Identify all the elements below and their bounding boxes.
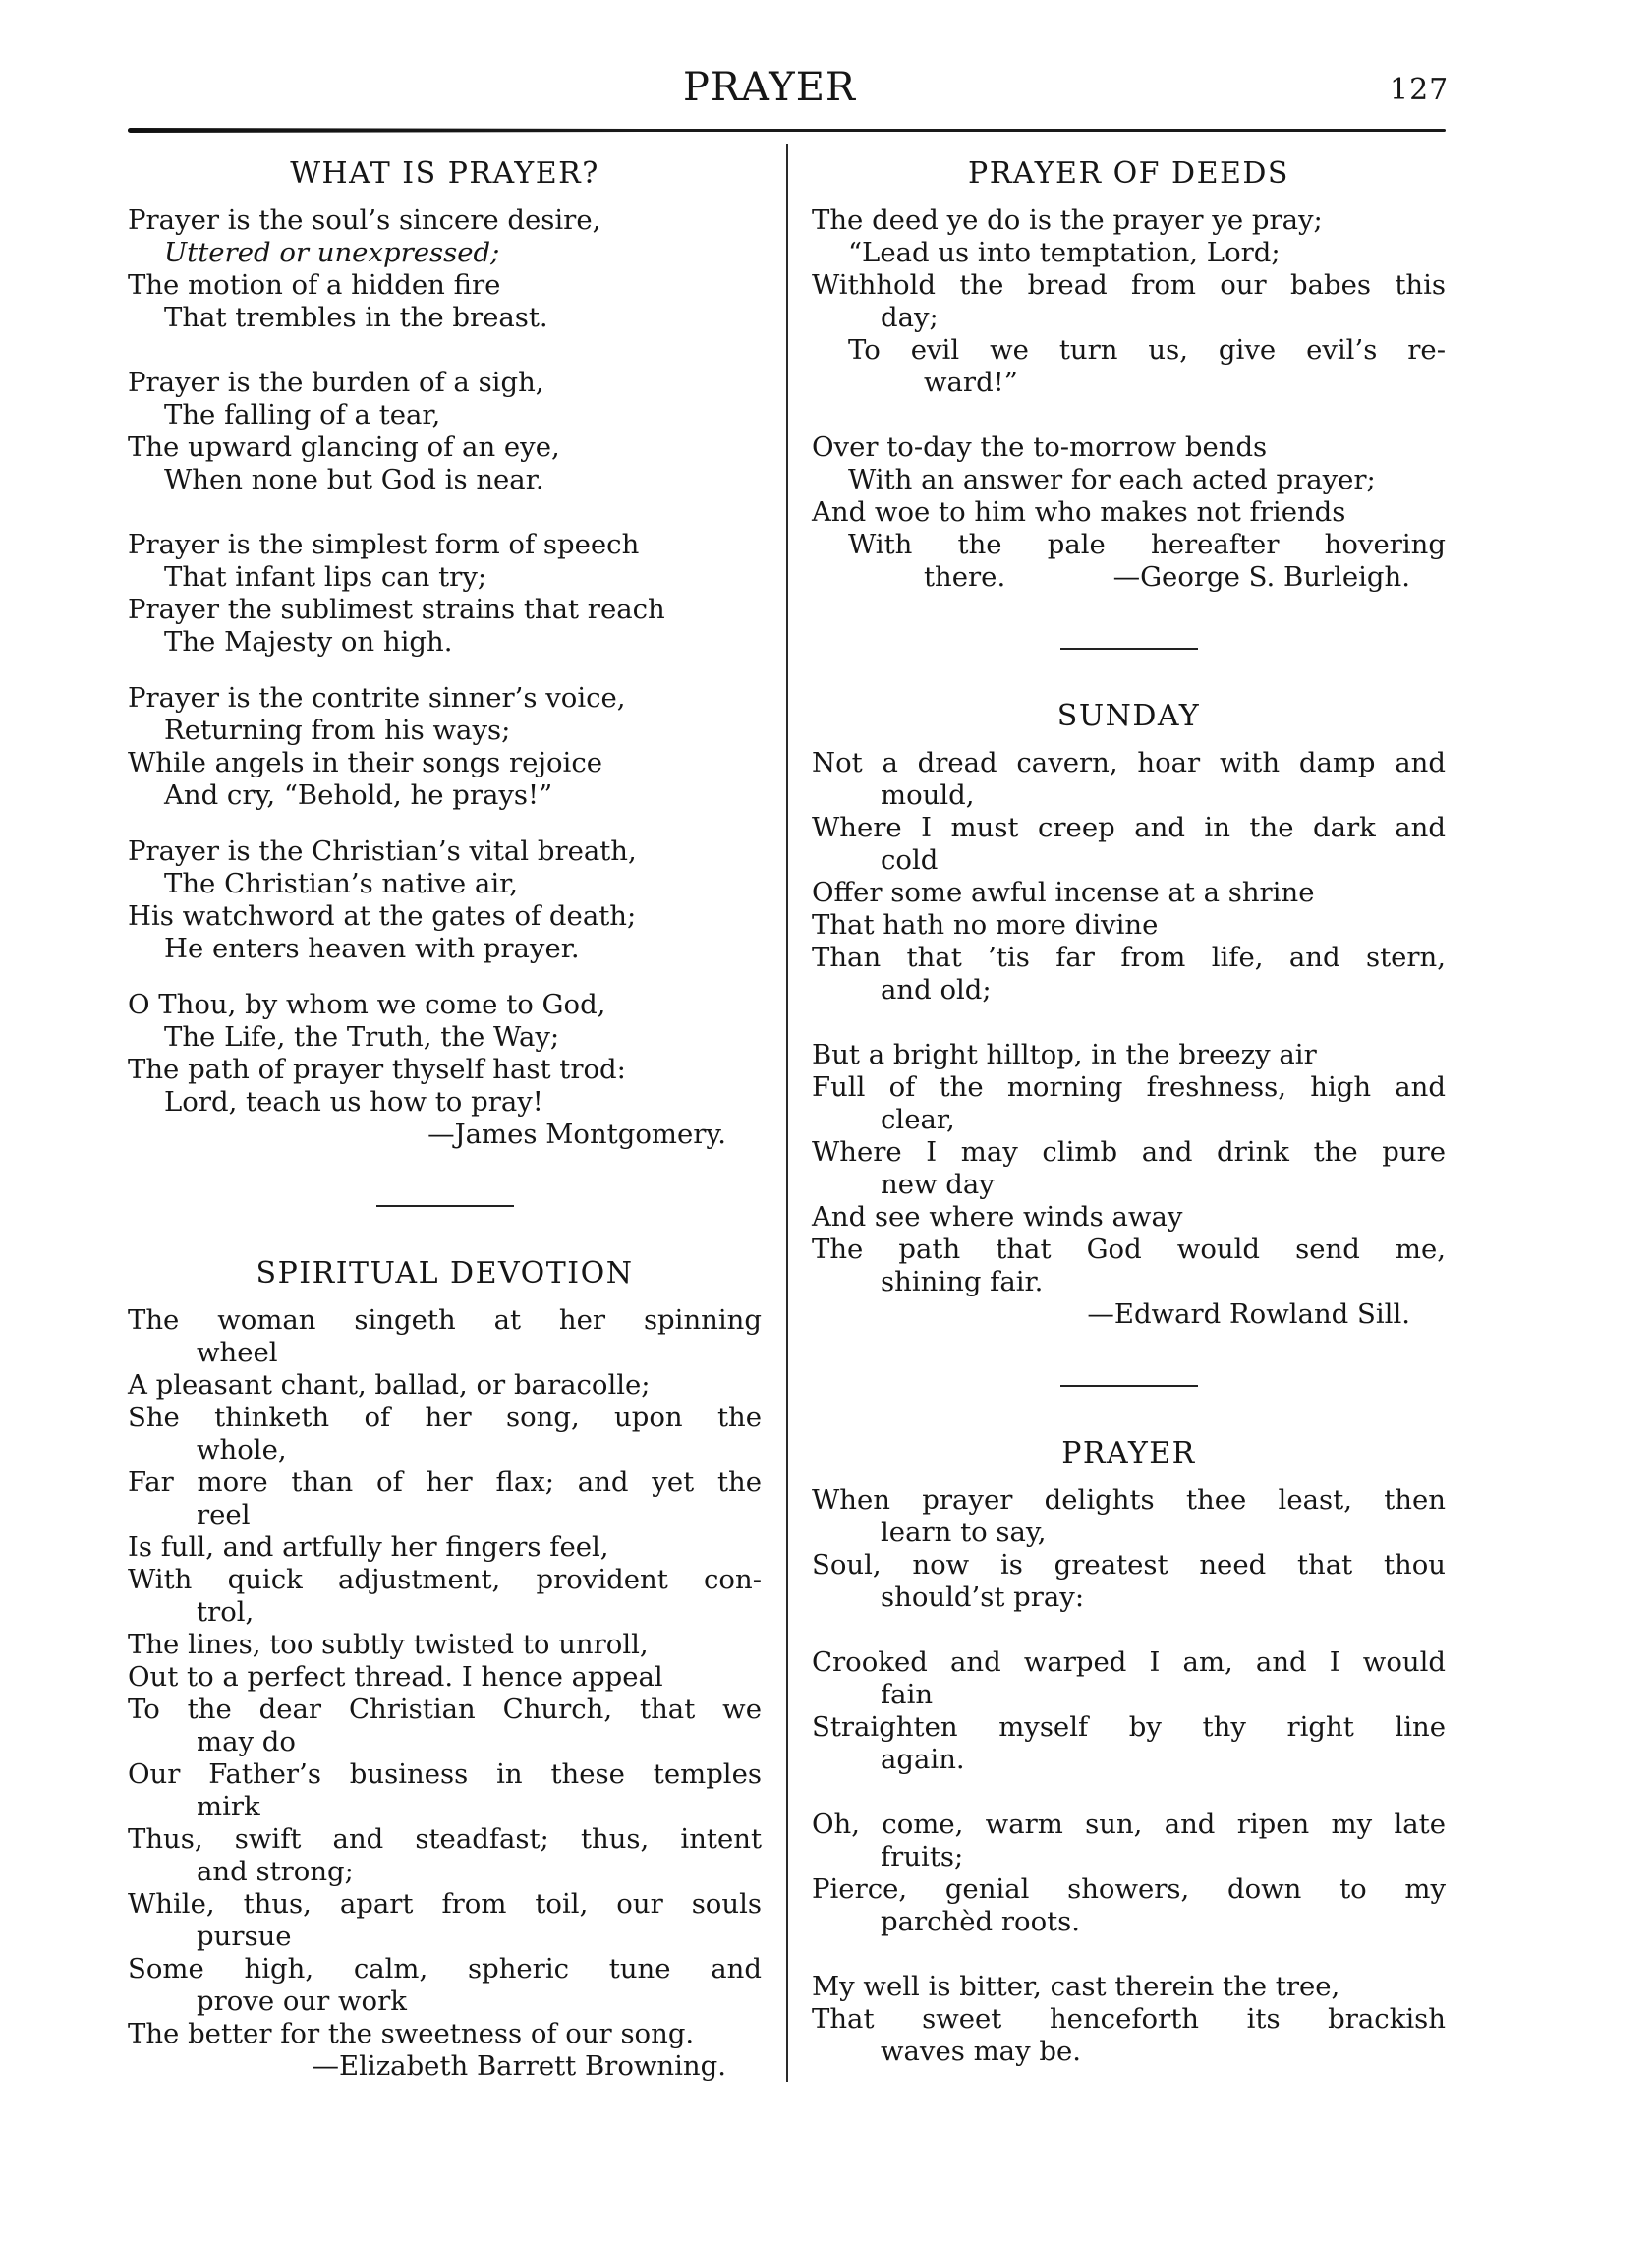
attribution: —James Montgomery. [427, 1119, 726, 1150]
stanza-break [812, 1007, 1446, 1039]
verse-line: whole, [197, 1434, 287, 1466]
running-head: PRAYER [682, 65, 857, 110]
verse-line: “Lead us into temptation, Lord; [848, 237, 1281, 268]
verse-line: mould, [881, 779, 975, 811]
verse-line: While angels in their songs rejoice [128, 747, 602, 778]
verse-line: and old; [881, 974, 992, 1006]
stanza-break [128, 334, 762, 367]
verse-line: Full of the morning freshness, high and [812, 1071, 1446, 1103]
stanza-break [812, 1614, 1446, 1646]
verse-line: Over to-day the to-morrow bends [812, 432, 1268, 463]
verse-line [812, 561, 1446, 594]
verse-line: The Majesty on high. [164, 626, 453, 658]
verse-line: That sweet henceforth its brackish [812, 2003, 1446, 2035]
verse-line: ward!” [924, 367, 1018, 398]
verse-line: When none but God is near. [164, 464, 544, 495]
verse-line: O Thou, by whom we come to God, [128, 989, 606, 1020]
poem-title: SPIRITUAL DEVOTION [256, 1256, 634, 1291]
verse-line: Prayer is the contrite sinner’s voice, [128, 682, 626, 714]
right-column [812, 154, 1446, 2068]
verse-line: And see where winds away [812, 1201, 1183, 1233]
verse-line: new day [881, 1169, 995, 1200]
verse-line: Straighten myself by thy right line [812, 1711, 1446, 1743]
verse-line: clear, [881, 1104, 955, 1135]
verse-line: Thus, swift and steadfast; thus, intent [128, 1823, 762, 1855]
verse-line: The Life, the Truth, the Way; [164, 1021, 560, 1053]
verse-line: With an answer for each acted prayer; [848, 464, 1376, 495]
verse-line: Crooked and warped I am, and I would [812, 1646, 1446, 1678]
verse-line: With quick adjustment, provident con- [128, 1564, 762, 1595]
verse-line: The woman singeth at her spinning [128, 1304, 762, 1336]
stanza-break [128, 496, 762, 529]
verse-line: Prayer is the burden of a sigh, [128, 367, 544, 398]
verse-line: He enters heaven with prayer. [164, 933, 580, 964]
verse-line: Prayer is the soul’s sincere desire, [128, 204, 601, 236]
stanza-break [812, 1938, 1446, 1971]
poem [812, 1434, 1446, 2068]
verse-line: fruits; [881, 1841, 964, 1872]
attribution: —Edward Rowland Sill. [1087, 1298, 1410, 1330]
verse-line: When prayer delights thee least, then [812, 1484, 1446, 1516]
verse-line: And cry, “Behold, he prays!” [164, 779, 553, 811]
verse-line: Uttered or unexpressed; [164, 237, 500, 268]
verse-line: The lines, too subtly twisted to unroll, [128, 1629, 649, 1660]
verse-line: The path of prayer thyself hast trod: [128, 1054, 626, 1085]
verse-line: shining fair. [881, 1266, 1044, 1297]
stanza-break [128, 812, 762, 835]
verse-line: parchèd roots. [881, 1906, 1081, 1937]
poem-title: PRAYER OF DEEDS [968, 156, 1289, 191]
verse-line: Oh, come, warm sun, and ripen my late [812, 1809, 1446, 1840]
verse-line: But a bright hilltop, in the breezy air [812, 1039, 1317, 1070]
verse-line: Withhold the bread from our babes this [812, 269, 1446, 301]
verse-line: learn to say, [881, 1517, 1047, 1548]
verse-line: Far more than of her flax; and yet the [128, 1467, 762, 1498]
verse-line: waves may be. [881, 2036, 1081, 2067]
verse-line: mirk [197, 1791, 260, 1822]
verse-line: And woe to him who makes not friends [812, 496, 1346, 528]
header-rule [128, 129, 1446, 132]
poem-title: WHAT IS PRAYER? [290, 156, 599, 191]
poem-divider [1060, 648, 1198, 650]
verse-line: The better for the sweetness of our song. [128, 2018, 695, 2049]
stanza-break [128, 659, 762, 682]
page-number: 127 [1390, 73, 1450, 107]
left-column [128, 154, 762, 2083]
verse-line: To the dear Christian Church, that we [128, 1694, 762, 1725]
verse-line: Where I may climb and drink the pure [812, 1136, 1446, 1168]
verse-line: The motion of a hidden fire [128, 269, 501, 301]
verse-line: Our Father’s business in these temples [128, 1758, 762, 1790]
poem [812, 697, 1446, 1331]
verse-line: That infant lips can try; [164, 561, 487, 593]
verse-line: Soul, now is greatest need that thou [812, 1549, 1446, 1581]
verse-line: The deed ye do is the prayer ye pray; [812, 204, 1323, 236]
verse-line: Prayer is the simplest form of speech [128, 529, 640, 560]
attribution: —George S. Burleigh. [1112, 561, 1410, 593]
verse-line: That hath no more divine [812, 909, 1159, 941]
verse-line: Than that ’tis far from life, and stern, [812, 942, 1446, 973]
poem-title: SUNDAY [1056, 699, 1201, 733]
verse-line: may do [197, 1726, 296, 1757]
verse-line: Prayer the sublimest strains that reach [128, 594, 665, 625]
verse-line: should’st pray: [881, 1582, 1085, 1613]
verse-line: Where I must creep and in the dark and [812, 812, 1446, 843]
verse-line: Is full, and artfully her fingers feel, [128, 1531, 609, 1563]
verse-line: reel [197, 1499, 251, 1530]
verse-line: and strong; [197, 1856, 354, 1887]
verse-line: The falling of a tear, [164, 399, 441, 431]
verse-line: cold [881, 844, 939, 876]
verse-line: wheel [197, 1337, 278, 1368]
poem [128, 1254, 762, 2083]
verse-line: Lord, teach us how to pray! [164, 1086, 543, 1118]
poem [128, 154, 762, 1151]
verse-line: Out to a perfect thread. I hence appeal [128, 1661, 663, 1693]
verse-line: The Christian’s native air, [164, 868, 518, 899]
verse-line: Pierce, genial showers, down to my [812, 1873, 1446, 1905]
verse-line: Some high, calm, spheric tune and [128, 1953, 762, 1985]
poem-divider [1060, 1385, 1198, 1387]
stanza-break [128, 965, 762, 989]
verse-line: fain [881, 1679, 934, 1710]
verse-line: With the pale hereafter hovering [848, 529, 1446, 560]
verse-line: Offer some awful incense at a shrine [812, 877, 1315, 908]
verse-line: The upward glancing of an eye, [128, 432, 560, 463]
attribution: —Elizabeth Barrett Browning. [312, 2050, 726, 2082]
verse-line: She thinketh of her song, upon the [128, 1402, 762, 1433]
verse-line: That trembles in the breast. [164, 302, 548, 333]
verse-line: Prayer is the Christian’s vital breath, [128, 835, 637, 867]
verse-line: A pleasant chant, ballad, or baracolle; [128, 1369, 651, 1401]
verse-line: pursue [197, 1921, 292, 1952]
stanza-break [812, 399, 1446, 432]
poem [812, 154, 1446, 594]
verse-line: His watchword at the gates of death; [128, 900, 637, 932]
verse-line: prove our work [197, 1985, 407, 2017]
verse-line: again. [881, 1744, 965, 1775]
column-divider-rule [786, 144, 788, 2082]
verse-line: day; [881, 302, 939, 333]
verse-line: To evil we turn us, give evil’s re- [848, 334, 1446, 366]
stanza-break [812, 1776, 1446, 1809]
poem-title: PRAYER [1061, 1436, 1196, 1470]
verse-line: My well is bitter, cast therein the tree, [812, 1971, 1340, 2002]
verse-line: trol, [197, 1596, 255, 1628]
verse-line: Not a dread cavern, hoar with damp and [812, 747, 1446, 778]
poem-divider [376, 1205, 514, 1207]
verse-line: Returning from his ways; [164, 715, 511, 746]
verse-line: The path that God would send me, [812, 1234, 1446, 1265]
verse-line: While, thus, apart from toil, our souls [128, 1888, 762, 1920]
verse-text: there. [924, 561, 1006, 593]
